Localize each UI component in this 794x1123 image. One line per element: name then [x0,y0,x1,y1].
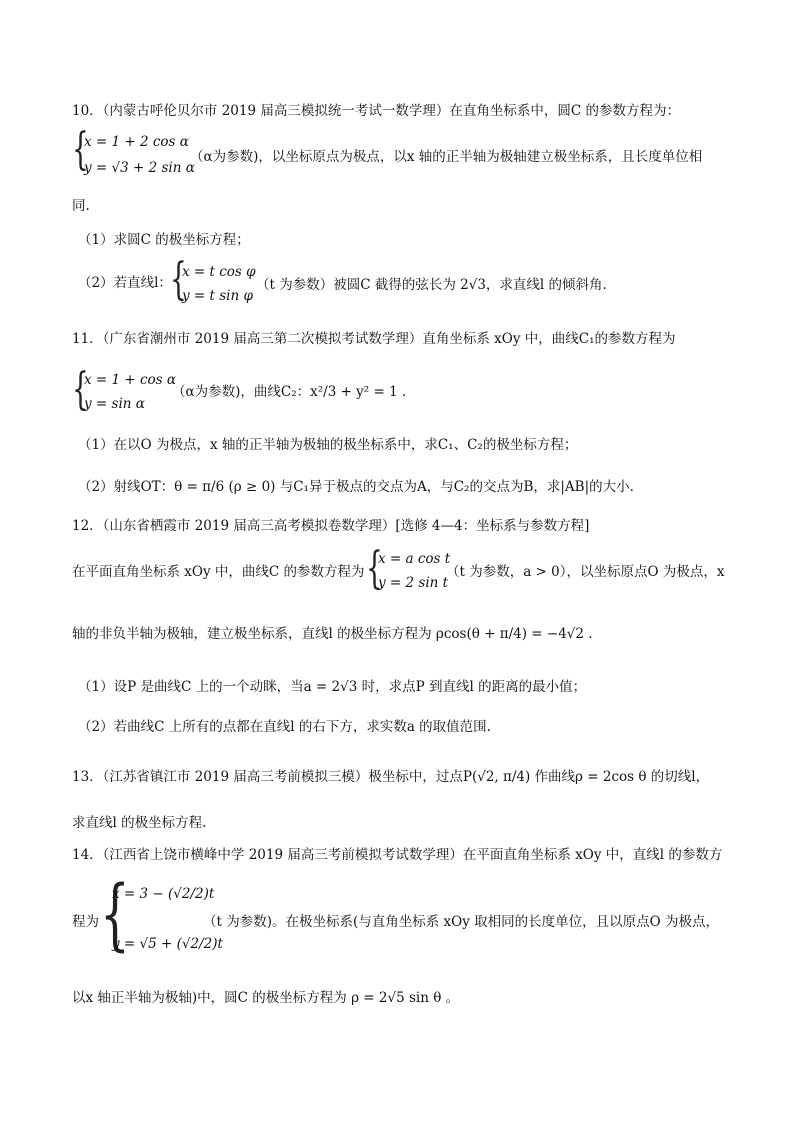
q14-line1: 14．（江西省上饶市横峰中学 2019 届高三考前模拟考试数学理）在平面直角坐标系 xOy 中，直线l 的参数方 [72,847,723,863]
q11-eq2: y = sin α [84,396,145,412]
q14-post: （t 为参数)。在极坐标系(与直角坐标系 xOy 取相同的长度单位，且以原点O 为极点， [203,914,719,930]
q14-brace: { [100,870,130,960]
q14-eq2: y = √5 + (√2/2)t [112,936,223,952]
q14-pre: 程为 [72,914,99,930]
q10-after-eq: （α为参数)，以坐标原点为极点，以x 轴的正半轴为极轴建立极坐标系，且长度单位相 [190,149,703,165]
q11-after-eq: （α为参数)，曲线C₂：x²/3 + y² = 1 . [172,384,407,400]
q13-line1: 13．（江苏省镇江市 2019 届高三考前模拟三模）极坐标中，过点P(√2, π/4) 作曲线ρ = 2cos θ 的切线l， [72,769,710,785]
q10-intro: 10．（内蒙古呼伦贝尔市 2019 届高三模拟统一考试一数学理）在直角坐标系中，圆C 的参数方程为： [72,103,680,119]
q10-part1: （1）求圆C 的极坐标方程； [78,232,250,248]
q11-intro: 11．（广东省潮州市 2019 届高三第二次模拟考试数学理）直角坐标系 xOy 中，曲线C₁的参数方程为 [72,331,676,347]
q11-eq1: x = 1 + cos α [84,372,177,388]
q10-part2-eq2: y = t sin φ [182,288,253,304]
q12-eq1: x = a cos t [378,551,451,567]
q12-brace: { [366,543,383,594]
q12-line3: 轴的非负半轴为极轴，建立极坐标系，直线l 的极坐标方程为 ρcos(θ + π/4) = −4√2 . [72,626,593,642]
q14-eq1: x = 3 − (√2/2)t [112,886,215,902]
q10-eq2: y = √3 + 2 sin α [84,160,195,176]
q13-line2: 求直线l 的极坐标方程. [72,815,207,831]
q10-brace: { [72,124,89,175]
q11-part2: （2）射线OT：θ = π/6 (ρ ≥ 0) 与C₁异于极点的交点为A，与C₂的交点为B，求|AB|的大小. [78,479,634,495]
q10-part2-post: （t 为参数）被圆C 截得的弦长为 2√3，求直线l 的倾斜角. [256,277,607,293]
q12-intro: 12．（山东省栖霞市 2019 届高三高考模拟卷数学理）[选修 4—4：坐标系与参数方程] [72,518,590,534]
q12-line2-post: （t 为参数，a > 0），以坐标原点O 为极点，x [446,564,725,580]
q10-part2-eq1: x = t cos φ [182,264,256,280]
q12-line2-pre: 在平面直角坐标系 xOy 中，曲线C 的参数方程为 [72,564,365,580]
q11-part1: （1）在以O 为极点，x 轴的正半轴为极轴的极坐标系中，求C₁、C₂的极坐标方程； [78,437,578,453]
q12-part2: （2）若曲线C 上所有的点都在直线l 的右下方，求实数a 的取值范围. [78,719,491,735]
q12-part1: （1）设P 是曲线C 上的一个动眯，当a = 2√3 时，求点P 到直线l 的距离的最小值； [78,679,587,695]
q10-part2-brace: { [170,254,187,305]
q11-brace: { [72,364,89,415]
q12-eq2: y = 2 sin t [378,575,449,591]
q10-eq1: x = 1 + 2 cos α [84,134,189,150]
q10-part2-pre: （2）若直线l： [78,275,172,291]
q10-after-eq2: 同. [72,198,90,214]
q14-line3: 以x 轴正半轴为极轴)中，圆C 的极坐标方程为 ρ = 2√5 sin θ 。 [72,990,460,1006]
